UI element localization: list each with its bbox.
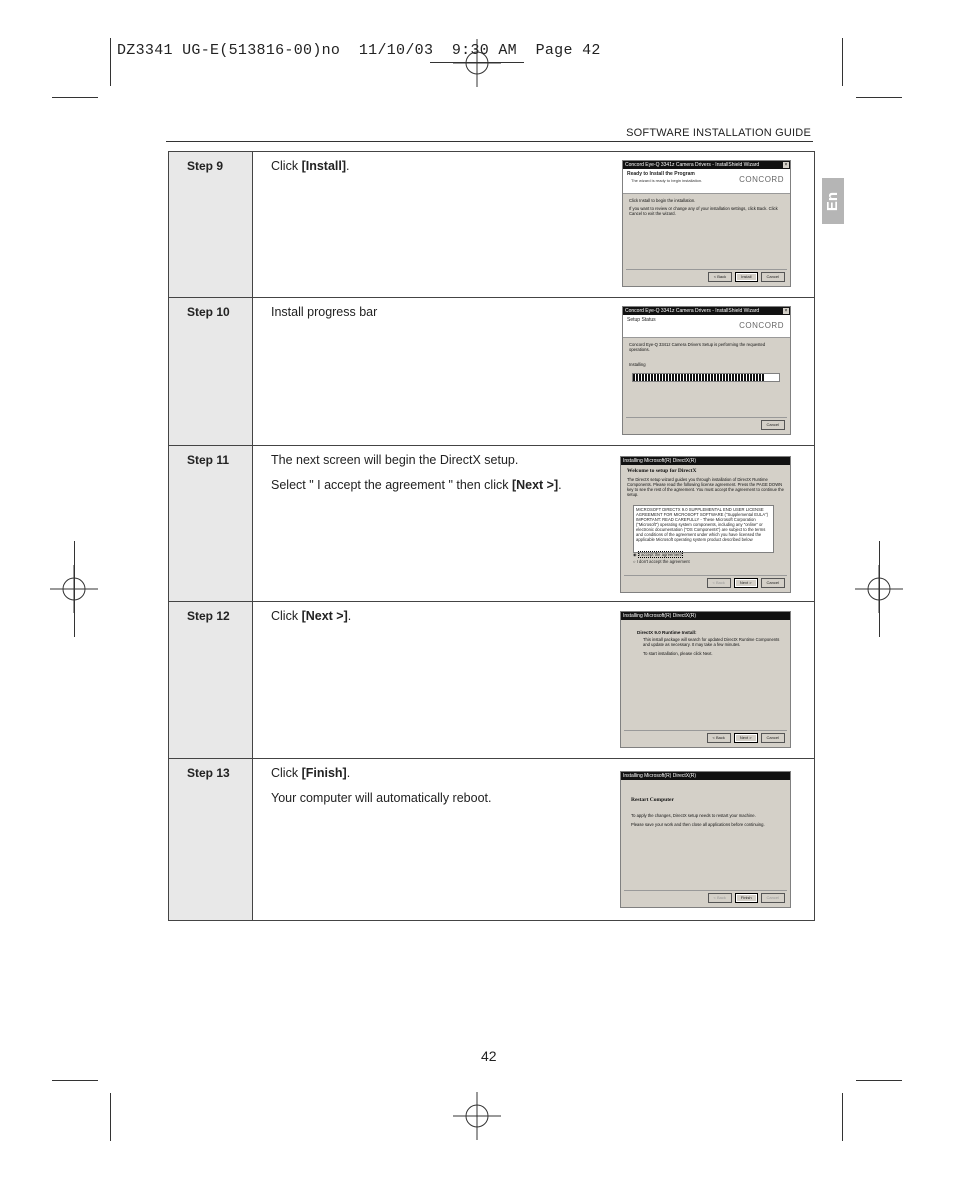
window-titlebar: Installing Microsoft(R) DirectX(R): [621, 457, 790, 465]
registration-mark-bottom: [453, 1092, 501, 1140]
wizard-buttons: [707, 733, 785, 743]
step-row: [169, 602, 815, 759]
separator: [624, 575, 787, 576]
wizard-buttons: [707, 578, 785, 588]
separator: [626, 269, 787, 270]
language-tab: En: [822, 178, 844, 224]
body-text: If you want to review or change any of your installation settings, click Back. Click Cancel to exit the wizard.: [629, 206, 778, 216]
wizard-heading: Setup Status: [627, 317, 656, 323]
runtime-heading: DirectX 9.0 Runtime Install:: [637, 630, 697, 635]
step-content: [253, 152, 815, 298]
step-label: Step 10: [169, 298, 253, 446]
body-text: Concord Eye-Q 3341z Camera Drivers Setup is performing the requested operations.: [629, 342, 766, 352]
restart-computer-screenshot: [620, 771, 791, 908]
separator: [624, 890, 787, 891]
concord-logo: CONCORD: [739, 321, 784, 330]
step-row: [169, 446, 815, 602]
wizard-body: [621, 780, 790, 831]
section-title: SOFTWARE INSTALLATION GUIDE: [626, 127, 811, 139]
step-instruction: Click [Finish].: [271, 766, 351, 780]
welcome-heading: Welcome to setup for DirectX: [627, 468, 697, 474]
body-text: Please save your work and then close all applications before continuing.: [631, 822, 765, 827]
window-titlebar: Concord Eye-Q 3341z Camera Drivers - InstallShield Wizard ×: [623, 307, 790, 315]
wizard-body: [621, 620, 790, 660]
cancel-button[interactable]: Cancel: [761, 420, 785, 430]
header-rule: [166, 141, 813, 142]
step-content: [253, 759, 815, 921]
step-instruction: The next screen will begin the DirectX setup.: [271, 453, 519, 467]
step-row: [169, 298, 815, 446]
page-number: 42: [481, 1048, 497, 1064]
install-ready-screenshot: [622, 160, 791, 287]
next-button[interactable]: Next >: [734, 733, 758, 743]
step-label: Step 13: [169, 759, 253, 921]
body-text: Installing: [629, 362, 646, 367]
printer-slug-line: DZ3341 UG-E(513816-00)no 11/10/03 9:30 AM Page 42: [117, 42, 601, 59]
finish-button[interactable]: Finish: [735, 893, 758, 903]
back-button[interactable]: < Back: [708, 272, 732, 282]
window-titlebar: Installing Microsoft(R) DirectX(R): [621, 772, 790, 780]
body-text: This install package will search for updated DirectX Runtime Components and update as necessary. It may take a few minutes.: [643, 637, 780, 647]
step-instruction: Click [Next >].: [271, 609, 352, 623]
concord-logo: CONCORD: [739, 175, 784, 184]
back-button[interactable]: < Back: [708, 893, 732, 903]
separator: [626, 417, 787, 418]
wizard-buttons: [708, 272, 785, 282]
step-instruction: Your computer will automatically reboot.: [271, 791, 492, 805]
wizard-subheading: The wizard is ready to begin installation.: [631, 178, 703, 183]
step-label: Step 11: [169, 446, 253, 602]
step-row: [169, 152, 815, 298]
step-content: [253, 298, 815, 446]
registration-mark-top: [453, 39, 501, 87]
decline-radio[interactable]: ○ I don't accept the agreement: [633, 559, 690, 564]
wizard-header: [623, 169, 790, 194]
close-icon: ×: [784, 308, 788, 314]
wizard-buttons: [761, 420, 785, 430]
wizard-body: [623, 194, 790, 220]
step-label: Step 9: [169, 152, 253, 298]
body-text: To apply the changes, DirectX setup needs to restart your machine.: [631, 813, 756, 818]
step-label: Step 12: [169, 602, 253, 759]
step-instruction: Click [Install].: [271, 159, 350, 173]
wizard-heading: Ready to Install the Program: [627, 171, 695, 177]
wizard-body: [623, 338, 790, 371]
steps-table: [168, 151, 815, 921]
cancel-button[interactable]: Cancel: [761, 733, 785, 743]
close-icon: ×: [784, 162, 788, 168]
intro-text: The DirectX setup wizard guides you through installation of DirectX Runtime Components. Please read the following license agreement. Press the PAGE DOWN key to see the rest of the agreement. You must accept the agreement to continue the setup.: [627, 477, 784, 497]
license-textbox[interactable]: MICROSOFT DIRECTX 9.0 SUPPLEMENTAL END USER LICENSE AGREEMENT FOR MICROSOFT SOFTWARE ("Supplemental EULA") IMPORTANT: READ CAREFULLY - These Microsoft Corporation ("Microsoft") operating system components, including any "online" or electronic documentation ("OS Components") are subject to the terms and conditions of the agreement under which you have licensed the applicable Microsoft operating system product described below: [633, 505, 774, 553]
body-text: To start installation, please click Next.: [643, 651, 713, 656]
directx-runtime-screenshot: [620, 611, 791, 748]
registration-line-left: [74, 541, 75, 637]
window-titlebar: Installing Microsoft(R) DirectX(R): [621, 612, 790, 620]
step-content: [253, 446, 815, 602]
step-content: [253, 602, 815, 759]
registration-line-right: [879, 541, 880, 637]
step-row: [169, 759, 815, 921]
install-button[interactable]: Install: [735, 272, 757, 282]
wizard-body: [621, 465, 790, 501]
cancel-button[interactable]: Cancel: [761, 272, 785, 282]
install-progress-bar: [632, 373, 780, 382]
cancel-button[interactable]: Cancel: [761, 578, 785, 588]
window-titlebar: Concord Eye-Q 3341z Camera Drivers - InstallShield Wizard ×: [623, 161, 790, 169]
back-button[interactable]: < Back: [707, 578, 731, 588]
setup-status-screenshot: [622, 306, 791, 435]
back-button[interactable]: < Back: [707, 733, 731, 743]
separator: [624, 730, 787, 731]
directx-license-screenshot: [620, 456, 791, 593]
next-button[interactable]: Next >: [734, 578, 758, 588]
restart-heading: Restart Computer: [631, 797, 674, 803]
wizard-buttons: [708, 893, 785, 903]
wizard-header: [623, 315, 790, 338]
step-instruction: Select " I accept the agreement " then click [Next >].: [271, 478, 562, 492]
body-text: Click Install to begin the installation.: [629, 198, 696, 203]
accept-radio[interactable]: ◉ I accept the agreement: [633, 552, 682, 557]
step-instruction: Install progress bar: [271, 305, 378, 319]
cancel-button[interactable]: Cancel: [761, 893, 785, 903]
